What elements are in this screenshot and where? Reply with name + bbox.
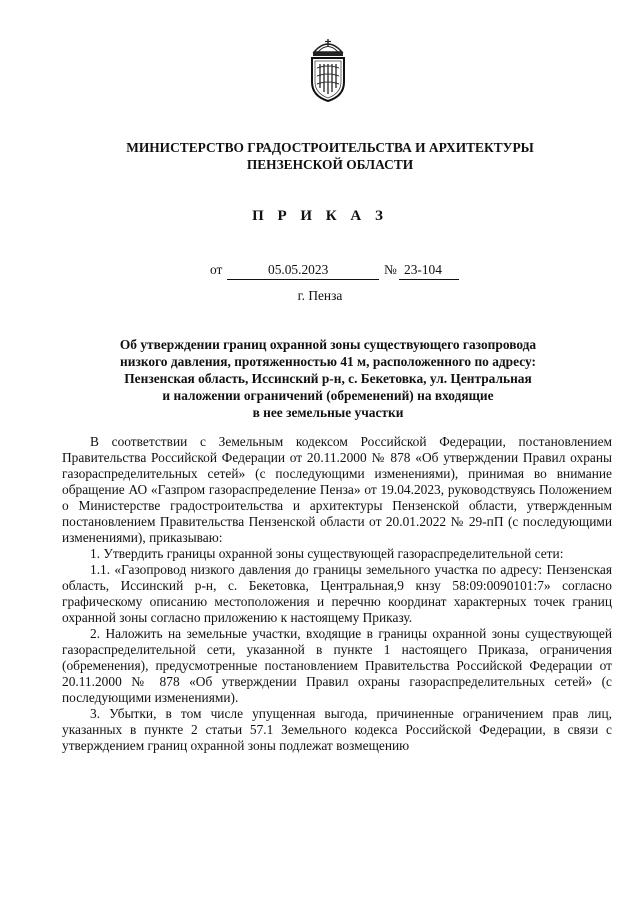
document-type: П Р И К А З [252,208,388,224]
subject-line: низкого давления, протяженностью 41 м, расположенного по адресу: [120,354,536,369]
number-prefix: № [384,262,397,277]
subject-line: Пензенская область, Иссинский р-н, с. Бекетовка, ул. Центральная [124,371,532,386]
document-number: 23-104 [404,262,442,277]
city-name: г. Пенза [297,288,343,303]
number-underline [399,279,459,280]
date-underline [227,279,379,280]
date-prefix: от [210,262,223,277]
ministry-line-1: МИНИСТЕРСТВО ГРАДОСТРОИТЕЛЬСТВА И АРХИТЕКТУРЫ [126,140,534,155]
subject-line: Об утверждении границ охранной зоны существующего газопровода [119,337,537,352]
body-paragraph: 2. Наложить на земельные участки, входящие в границы охранной зоны существующей газораспределительной сети, указанной в пункте 1 настоящего Приказа, ограничения (обременения), предусмотренные постановлением Правительства Российской Федерации от 20.11.2000 № 878 «Об утверждении Правил охраны газораспределительных сетей» (с последующими изменениями). [62,626,612,705]
penza-region-coat-of-arms-icon [304,38,352,102]
ministry-line-2: ПЕНЗЕНСКОЙ ОБЛАСТИ [246,157,414,172]
body-paragraph: 3. Убытки, в том числе упущенная выгода, причиненные ограничением прав лиц, указанных в пункте 2 статьи 57.1 Земельного кодекса Российской Федерации, в связи с утверждением границ охранной зоны подлежат возмещению [62,706,612,753]
body-paragraph: В соответствии с Земельным кодексом Российской Федерации, постановлением Правительства Российской Федерации от 20.11.2000 № 878 «Об утверждении Правил охраны газораспределительных сетей» (с последующими изменениями), принимая во внимание обращение АО «Газпром газораспределение Пенза» от 19.04.2023, руководствуясь Положением о Министерстве градостроительства и архитектуры Пензенской области, утвержденным постановлением Правительства Пензенской области от 20.01.2022 № 29-пП (с последующими изменениями), приказываю: [62,434,612,545]
body-paragraph: 1. Утвердить границы охранной зоны существующей газораспределительной сети: [90,546,564,561]
body-paragraph: 1.1. «Газопровод низкого давления до границы земельного участка по адресу: Пензенская область, Иссинский р-н, с. Бекетовка, Центральная,9 кнзу 58:09:0090101:7» согласно графическому описанию местоположения и перечню координат характерных точек границ охранной зоны согласно приложению к настоящему Приказу. [62,562,612,625]
document-body [62,434,612,754]
ministry-name [60,139,600,173]
subject-line: и наложении ограничений (обременений) на входящие [162,388,494,403]
subject-line: в нее земельные участки [252,405,404,420]
document-subject [80,336,576,421]
document-date: 05.05.2023 [268,262,329,277]
